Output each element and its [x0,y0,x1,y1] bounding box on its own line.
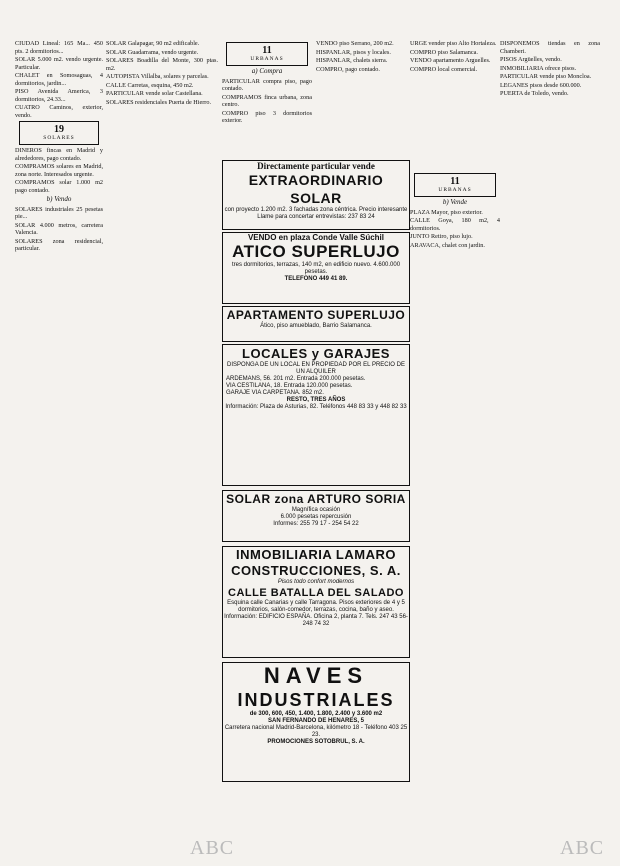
ad-headline: ATICO SUPERLUJO [232,242,400,261]
ad-line: HISPANLAR, pisos y locales. [316,48,391,56]
subsection-vendo: b) Vendo [46,195,72,203]
section-number: 19 [54,124,64,135]
subsection-vende: b) Vende [442,198,468,206]
ad-solar-arturo-soria [222,490,410,542]
ad-contact: Información: Plaza de Asturias, 82. Teléfonos 448 83 33 y 448 82 33 [225,404,407,410]
ad-contact: Información: EDIFICIO ESPAÑA. Oficina 2, planta 7. Tels. 247 43 56-248 74 32 [224,614,408,627]
ad-line: SOLAR 5.000 m2. vendo urgente. Particular. [15,56,103,71]
ad-body: Magnífica ocasión [291,507,341,513]
ad-naves-industriales [222,662,410,782]
ad-body: VIA CESTILANA, 18. Entrada 120.000 pesetas. [226,383,353,389]
ad-line: SOLAR Guadarrama, vendo urgente. [106,48,199,56]
ad-line: JUNTO Retiro, piso lujo. [410,233,473,240]
ad-line: SOLARES residenciales Puerta de Hierro. [106,98,211,106]
ad-headline: EXTRAORDINARIO SOLAR [248,172,384,206]
ad-contact: PROMOCIONES SOTOBRUL, S. A. [267,739,365,745]
ad-line: COMPRO piso 3 dormitorios exterior. [222,109,312,124]
ad-headline: SOLAR zona ARTURO SORIA [226,492,406,506]
ad-line: LEGANES pisos desde 600.000. [500,81,582,89]
ad-line: SOLARES industriales 25 pesetas pie... [15,205,103,220]
ad-line: SOLARES Boadilla del Monte, 300 ptas. m2. [106,57,218,72]
section-number: 11 [450,176,460,187]
ad-line: DINEROS fincas en Madrid y alrededores, pago contado. [15,147,103,162]
column-6 [500,40,600,840]
column-2 [106,40,218,840]
ad-inmobiliaria-lamaro [222,546,410,658]
ad-extraordinario-solar [222,160,410,230]
ad-contact: Informes: 255 79 17 - 254 54 22 [273,521,359,527]
ad-body: Esquina calle Canarias y calle Tarragona. Pisos exteriores de 4 y 5 dormitorios, salón-comedor, terrazas, cocina, baño y aseo. [227,600,405,613]
ad-kicker: VENDO en plaza Conde Valle Súchil [247,233,385,242]
ad-line: COMPRAMOS solar 1.000 m2 pago contado. [15,179,103,194]
section-header-urbanas [226,42,308,66]
ad-line: DISPONEMOS tiendas en zona Chamberi. [500,40,600,55]
ad-line: PARTICULAR vende piso Moncloa. [500,73,592,80]
ad-body: con proyecto 1.200 m2. 3 fachadas zona céntrica. Precio interesante [224,207,408,213]
ad-line: CHALET en Somosaguas, 4 dormitorios, jardin... [15,72,103,87]
ad-locales-garajes [222,344,410,486]
ad-line: COMPRAMOS finca urbana, zona centro. [222,93,312,108]
ad-line: CIUDAD Lineal: 165 Ma... 450 pts. 2 dormitorios... [15,40,103,55]
ad-line: VENDO apartamento Arguelles. [410,57,491,64]
ad-body: Carretera nacional Madrid-Barcelona, kilómetro 18 - Teléfono 403 25 23. [224,725,408,738]
ad-line: PARTICULAR vende solar Castellana. [106,90,203,97]
ad-apartamento-superlujo [222,306,410,342]
ad-line: COMPRO piso Salamanca. [410,48,478,56]
ad-contact: Llame para concertar entrevistas: 237 83 24 [257,214,375,220]
ad-body: de 300, 600, 450, 1.400, 1.800, 2.400 y 3.600 m2 [249,711,383,717]
ad-body: tres dormitorios, terrazas, 140 m2, en edificio nuevo. 4.600.000 pesetas. [231,262,401,275]
ad-line: VENDO piso Serrano, 200 m2. [316,40,394,47]
ad-line: PARTICULAR compra piso, pago contado. [222,77,312,92]
section-label: SOLARES [43,135,75,141]
section-header-urbanas-vende [414,173,496,197]
column-5 [410,40,500,840]
ad-line: INMOBILIARIA ofrece pisos. [500,64,577,72]
ad-line: COMPRAMOS solares en Madrid, zona norte. Interesados urgente. [15,163,103,178]
ad-body: Pisos todo confort modernos [277,579,355,585]
ad-headline: LOCALES y GARAJES [242,346,390,361]
ad-headline: NAVES [263,663,369,688]
abc-watermark: ABC [190,837,235,859]
ad-line: PUERTA de Toledo, vendo. [500,90,569,97]
column-1 [15,40,103,840]
section-header-solares [19,121,99,145]
ad-line: ARAVACA, chalet con jardin. [410,241,485,249]
ad-body: 6.000 pesetas repercusión [280,514,352,520]
ad-kicker: Directamente particular vende [257,161,375,171]
ad-line: COMPRO local comercial. [410,65,478,73]
ad-line: CALLE Carretas, esquina, 450 m2. [106,81,194,89]
ad-line: PISOS Argüelles, vendo. [500,56,562,63]
ad-headline: APARTAMENTO SUPERLUJO [226,308,406,322]
ad-line: URGE vender piso Alto Hortaleza. [410,40,497,47]
ad-line: SOLARES zona residencial, particular. [15,237,103,252]
subsection-compra: a) Compra [251,67,283,75]
column-4 [316,40,408,158]
ad-line: CUATRO Caminos, exterior, vendo. [15,104,103,119]
ad-subheadline: CALLE BATALLA DEL SALADO [228,587,404,599]
section-label: URBANAS [438,187,472,193]
section-number: 11 [262,45,272,56]
ad-body: RESTO, TRES AÑOS [286,397,346,403]
column-3 [222,40,312,155]
ad-body: GARAJE VIA CARPETANA. 852 m2. [226,390,324,396]
ad-line: HISPANLAR, chalets sierra. [316,57,388,64]
ad-line: COMPRO, pago contado. [316,65,380,73]
ad-headline: INMOBILIARIA LAMARO [236,547,396,562]
ad-headline-2: CONSTRUCCIONES, S. A. [231,563,401,578]
ad-line: SOLAR Galapagar, 90 m2 edificable. [106,40,200,47]
ad-line: CALLE Goya, 180 m2, 4 dormitorios. [410,217,500,232]
ad-body: ARDEMANS, 56. 201 m2. Entrada 200.000 pesetas. [226,376,366,382]
ad-body: DISPONGA DE UN LOCAL EN PROPIEDAD POR EL PRECIO DE UN ALQUILER [227,362,405,375]
ad-line: SOLAR 4.000 metros, carretera Valencia. [15,221,103,236]
ad-line: PISO Avenida America, 3 dormitorios, 24.33... [15,88,103,103]
ad-atico-superlujo [222,232,410,304]
ad-body: SAN FERNANDO DE HENARES, 5 [267,718,364,724]
ad-headline-2: INDUSTRIALES [237,690,395,710]
section-label: URBANAS [250,56,284,62]
ad-line: AUTOPISTA Villalba, solares y parcelas. [106,73,209,80]
ad-body: Ático, piso amueblado, Barrio Salamanca. [260,323,372,329]
ad-contact: TELEFONO 449 41 89. [284,276,348,282]
ad-line: PLAZA Mayor, piso exterior. [410,208,483,216]
abc-watermark-2: ABC [560,837,605,859]
